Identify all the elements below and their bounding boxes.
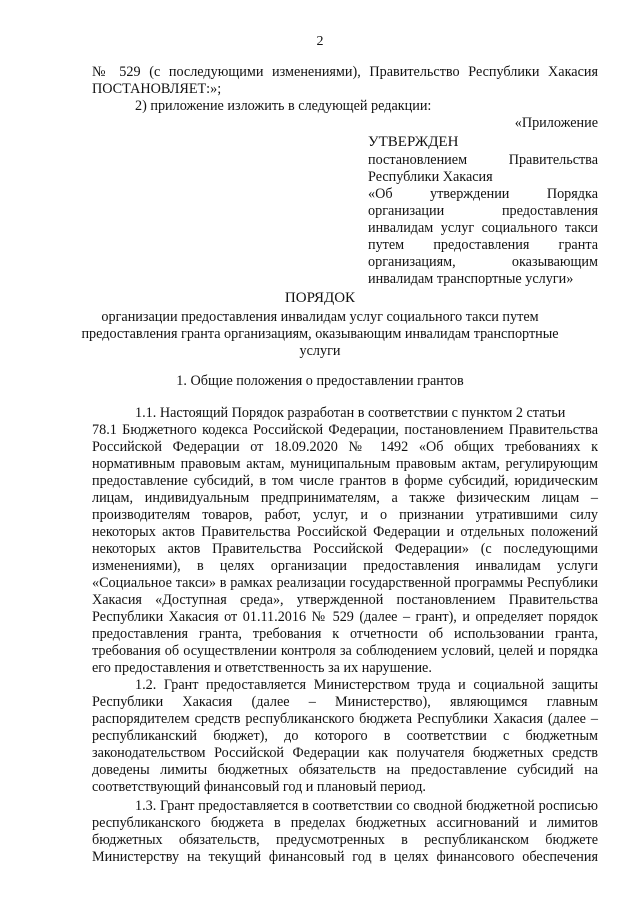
appendix-line-2: Республики Хакасия (368, 169, 493, 185)
appendix-line-4: организации предоставления (368, 203, 598, 219)
p12-line-7: соответствующий финансовый год и плановый период. (92, 779, 426, 795)
p11-line-8: некоторых актов Правительства Российской Федерации и отдельных положений (92, 524, 598, 540)
p13-line-3: бюджетных обязательств, предусмотренных в республиканском бюджете (92, 832, 598, 848)
p12-line-1: 1.2. Грант предоставляется Министерством труда и социальной защиты (135, 677, 598, 693)
intro-line-3: 2) приложение изложить в следующей редакции: (135, 98, 432, 114)
p13-line-4: Министерству на текущий финансовый год в целях финансового обеспечения (92, 849, 598, 865)
appendix-line-3: «Об утверждении Порядка (368, 186, 598, 202)
p12-line-3: распорядителем средств республиканского бюджета Республики Хакасия (далее – (92, 711, 598, 727)
p11-line-12: Хакасия «Доступная среда», утвержденной постановлением Правительства (92, 592, 598, 608)
intro-line-2: ПОСТАНОВЛЯЕТ:»; (92, 81, 222, 97)
doc-subtitle-line-1: организации предоставления инвалидам услуг социального такси путем (101, 309, 539, 325)
page-number: 2 (316, 34, 324, 49)
p12-line-4: республиканский бюджет), до которого в соответствии с бюджетным (92, 728, 598, 744)
p11-line-14: предоставления гранта, требования к отчетности об использовании гранта, (92, 626, 598, 642)
approved-stamp: УТВЕРЖДЕН (368, 134, 459, 150)
doc-subtitle-line-2: предоставления гранта организациям, оказывающим инвалидам транспортные (81, 326, 559, 342)
p11-line-4: нормативным правовым актам, муниципальным правовым актам, регулирующим (92, 456, 598, 472)
p11-line-10: изменениями), в целях организации предоставления инвалидам услуги (92, 558, 598, 574)
appendix-label: «Приложение (514, 115, 598, 131)
p12-line-5: законодательством Российской Федерации как получателя бюджетных средств (92, 745, 598, 761)
p11-line-7: производителям товаров, работ, услуг, и о признании утратившими силу (92, 507, 598, 523)
p11-line-3: Российской Федерации от 18.09.2020 № 1492 «Об общих требованиях к (92, 439, 598, 455)
p13-line-1: 1.3. Грант предоставляется в соответствии со сводной бюджетной росписью (135, 798, 598, 814)
intro-line-1: № 529 (с последующими изменениями), Правительство Республики Хакасия (92, 64, 598, 80)
p11-line-15: требования об осуществлении контроля за соблюдением условий, целей и порядка (92, 643, 598, 659)
p11-line-1: 1.1. Настоящий Порядок разработан в соответствии с пунктом 2 статьи (135, 405, 566, 421)
p11-line-13: Республики Хакасия от 01.11.2016 № 529 (далее – грант), и определяет порядок (92, 609, 598, 625)
p11-line-5: предоставление субсидий, в том числе грантов в форме субсидий, юридическим (92, 473, 598, 489)
p11-line-11: «Социальное такси» в рамках реализации государственной программы Республики (92, 575, 598, 591)
p11-line-6: лицам, индивидуальным предпринимателям, а также физическим лицам – (92, 490, 598, 506)
appendix-line-5: инвалидам услуг социального такси (368, 220, 598, 236)
p12-line-2: Республики Хакасия (далее – Министерство), являющимся главным (92, 694, 598, 710)
doc-title: ПОРЯДОК (284, 290, 356, 306)
appendix-line-7: организациям, оказывающим (368, 254, 598, 270)
appendix-line-1: постановлением Правительства (368, 152, 598, 168)
appendix-line-6: путем предоставления гранта (368, 237, 598, 253)
appendix-line-8: инвалидам транспортные услуги» (368, 271, 574, 287)
p13-line-2: республиканского бюджета в пределах бюджетных ассигнований и лимитов (92, 815, 598, 831)
p11-line-16: его предоставления и ответственность за их нарушение. (92, 660, 432, 676)
p11-line-9: некоторых актов Правительства Российской Федерации» (с последующими (92, 541, 598, 557)
doc-subtitle-line-3: услуги (299, 343, 341, 359)
section-1-heading: 1. Общие положения о предоставлении грантов (176, 373, 464, 389)
p12-line-6: доведены лимиты бюджетных обязательств на предоставление субсидий на (92, 762, 598, 778)
p11-line-2: 78.1 Бюджетного кодекса Российской Федерации, постановлением Правительства (92, 422, 598, 438)
